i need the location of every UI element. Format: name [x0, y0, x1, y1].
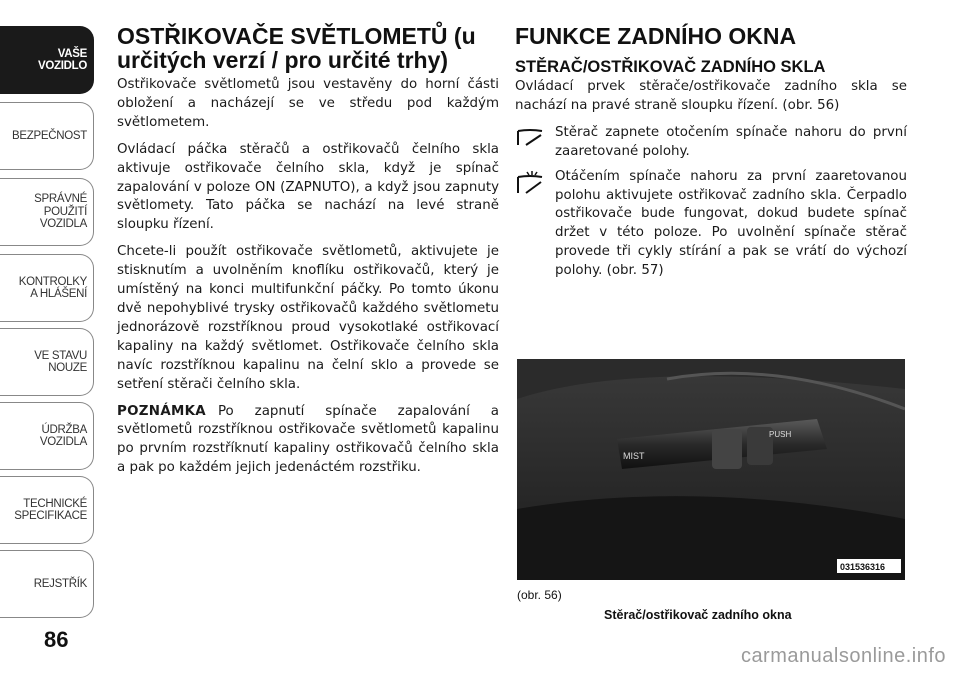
headlamp-washers-title: OSTŘIKOVAČE SVĚTLOMETŮ (u určitých verzí / pro určité trhy): [117, 23, 476, 73]
tab-rejstrik[interactable]: REJSTŘÍK: [0, 550, 94, 618]
rear-washer-icon: [515, 171, 545, 197]
tab-technicke-specifikace[interactable]: TECHNICKÉ SPECIFIKACE: [0, 476, 94, 544]
paragraph: Ovládací páčka stěračů a ostřikovačů čelního skla aktivuje ostřikovače čelního skla, když je spínač zapalování v poloze ON (ZAPNUTO), a když jsou zapnuty světlomety. Tato páčka se nachází na levé straně sloupku řízení.: [117, 141, 499, 233]
svg-text:031536316: 031536316: [840, 562, 886, 572]
tab-udrzba[interactable]: ÚDRŽBA VOZIDLA: [0, 402, 94, 470]
wiper-instruction: Stěrač zapnete otočením spínače nahoru do první zaaretované polohy.: [515, 124, 907, 162]
rear-wiper-icon: [515, 127, 545, 151]
page-number: 86: [44, 627, 69, 652]
tab-spravne-pouziti[interactable]: SPRÁVNÉ POUŽITÍ VOZIDLA: [0, 178, 94, 246]
note-text: Po zapnutí spínače zapalování a světlometů rozstříknou ostřikovače světlometů kapalinu po prvním rozstříknutí kapaliny ostřikovačů čelního skla a pak po každém jejich jedenáctém rozstřiku.: [117, 403, 499, 476]
tab-bezpecnost[interactable]: BEZPEČNOST: [0, 102, 94, 170]
tab-kontrolky[interactable]: KONTROLKY A HLÁŠENÍ: [0, 254, 94, 322]
figure-code-badge: [837, 559, 901, 573]
paragraph: Ovládací prvek stěrače/ostřikovače zadního skla se nachází na pravé straně sloupku řízení. (obr. 56): [515, 79, 907, 113]
paragraph: Chcete-li použít ostřikovače světlometů, aktivujete je stisknutím a uvolněním knoflíku ostřikovačů, který je umístěný na konci multifunkční páčky. Po tomto úkonu dvě nepohyblivé trysky ostřikovačů každého světlometu jednorázově rozstříknou proud vysokotlaké ostřikovací kapaliny na každý světlomet. Ostřikovače čelního skla navíc rozstříknou kapalinu na čelní sklo a provede se setření stěrači čelního skla.: [117, 244, 499, 392]
figure-caption: Stěrač/ostřikovač zadního okna: [604, 608, 792, 622]
mist-label: MIST: [623, 451, 645, 461]
tab-ve-stavu-nouze[interactable]: VE STAVU NOUZE: [0, 328, 94, 396]
right-column: [515, 24, 907, 285]
paragraph: Ostřikovače světlometů jsou vestavěny do horní části obložení a nacházejí se ve středu pod každým světlometem.: [117, 77, 499, 130]
rear-wiper-washer-subtitle: STĚRAČ/OSTŘIKOVAČ ZADNÍHO SKLA: [515, 58, 826, 76]
wiper-stalk-illustration: [517, 359, 905, 580]
left-column: [117, 24, 499, 486]
note-label: POZNÁMKA: [117, 403, 206, 419]
wiper-stalk-photo: [517, 359, 905, 580]
rear-window-features-title: FUNKCE ZADNÍHO OKNA: [515, 23, 797, 49]
tab-vase-vozidlo[interactable]: VAŠE VOZIDLO: [0, 26, 94, 94]
watermark: carmanualsonline.info: [740, 645, 946, 667]
washer-instruction: Otáčením spínače nahoru za první zaaretovanou polohu aktivujete ostřikovač zadního skla. Čerpadlo ostřikovače bude fungovat, dokud budete spínač držet v této poloze. Po uvolnění spínače stěrač provede tři cykly stírání a pak se vrátí do výchozí polohy. (obr. 57): [515, 168, 907, 281]
push-label: PUSH: [769, 430, 792, 439]
note-paragraph: [117, 403, 499, 479]
figure-number: (obr. 56): [517, 588, 562, 602]
